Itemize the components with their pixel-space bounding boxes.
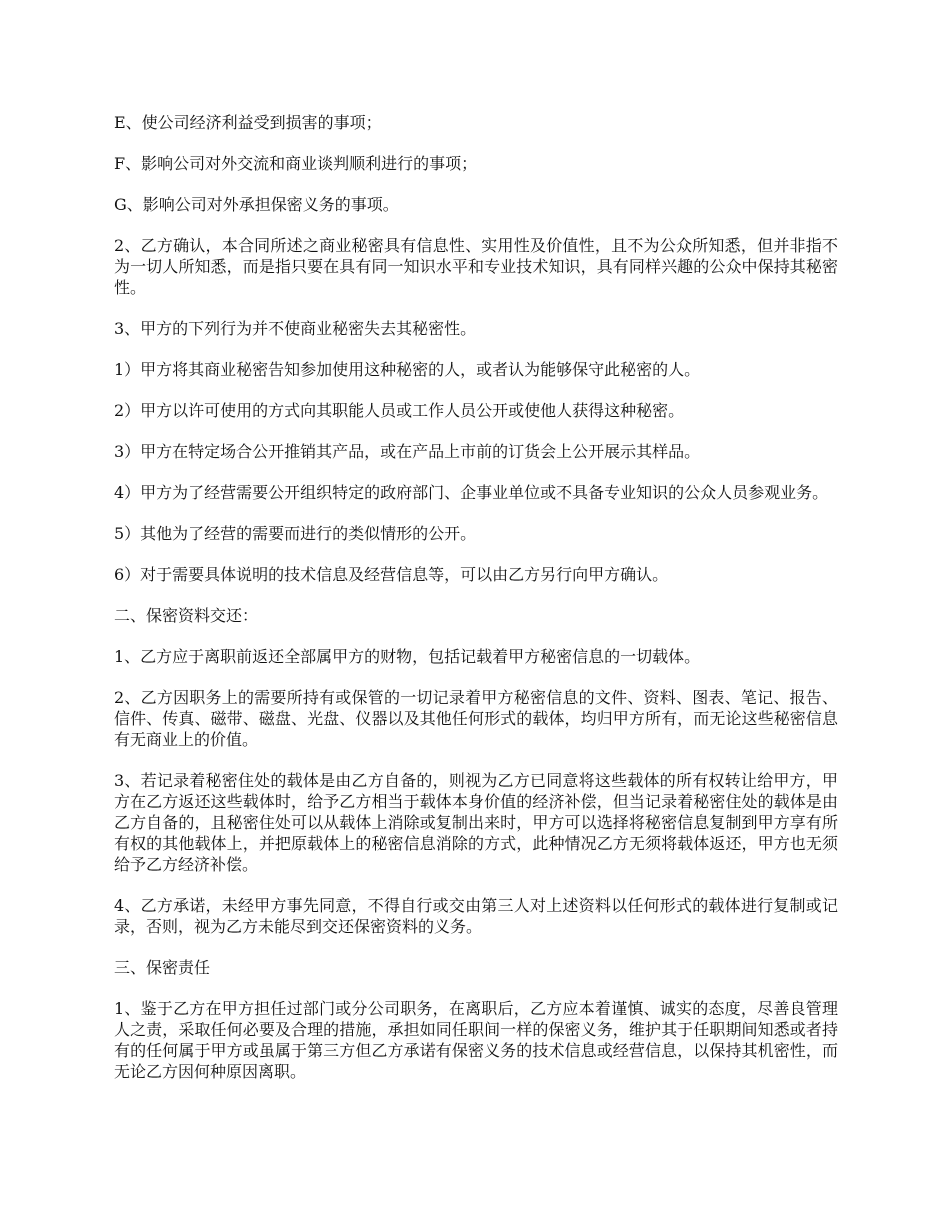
section-heading-responsibility: 三、保密责任 xyxy=(114,958,211,977)
section-heading-return: 二、保密资料交还： xyxy=(114,606,259,625)
paragraph-item-g: G、影响公司对外承担保密义务的事项。 xyxy=(114,195,399,214)
document-body xyxy=(114,112,838,1102)
paragraph-clause-2: 2、乙方确认，本合同所述之商业秘密具有信息性、实用性及价值性，且不为公众所知悉，但并非指不为一切人所知悉，而是指只要在具有同一知识水平和专业技术知识，具有同样兴趣的公众中保持其秘密性。 xyxy=(114,236,838,297)
paragraph-subitem-3: 3）甲方在特定场合公开推销其产品，或在产品上市前的订货会上公开展示其样品。 xyxy=(114,442,701,461)
paragraph-return-3: 3、若记录着秘密住处的载体是由乙方自备的，则视为乙方已同意将这些载体的所有权转让给甲方，甲方在乙方返还这些载体时，给予乙方相当于载体本身价值的经济补偿，但当记录着秘密住处的载体是由乙方自备的，且秘密住处可以从载体上消除或复制出来时，甲方可以选择将秘密信息复制到甲方享有所有权的其他载体上，并把原载体上的秘密信息消除的方式，此种情况乙方无须将载体返还，甲方也无须给予乙方经济补偿。 xyxy=(114,771,838,874)
paragraph-responsibility-1: 1、鉴于乙方在甲方担任过部门或分公司职务，在离职后，乙方应本着谨慎、诚实的态度，尽善良管理人之责，采取任何必要及合理的措施，承担如同任职间一样的保密义务，维护其于任职期间知悉或者持有的任何属于甲方或虽属于第三方但乙方承诺有保密义务的技术信息或经营信息，以保持其机密性，而无论乙方因何种原因离职。 xyxy=(114,999,838,1081)
paragraph-subitem-1: 1）甲方将其商业秘密告知参加使用这种秘密的人，或者认为能够保守此秘密的人。 xyxy=(114,360,701,379)
paragraph-item-f: F、影响公司对外交流和商业谈判顺利进行的事项； xyxy=(114,154,478,173)
paragraph-return-4: 4、乙方承诺，未经甲方事先同意，不得自行或交由第三人对上述资料以任何形式的载体进行复制或记录，否则，视为乙方未能尽到交还保密资料的义务。 xyxy=(114,896,838,936)
paragraph-item-e: E、使公司经济利益受到损害的事项； xyxy=(114,113,382,132)
paragraph-clause-3: 3、甲方的下列行为并不使商业秘密失去其秘密性。 xyxy=(114,319,477,338)
paragraph-return-2: 2、乙方因职务上的需要所持有或保管的一切记录着甲方秘密信息的文件、资料、图表、笔记、报告、信件、传真、磁带、磁盘、光盘、仪器以及其他任何形式的载体，均归甲方所有，而无论这些秘密信息有无商业上的价值。 xyxy=(114,688,838,749)
paragraph-subitem-6: 6）对于需要具体说明的技术信息及经营信息等，可以由乙方另行向甲方确认。 xyxy=(114,565,669,584)
paragraph-subitem-2: 2）甲方以许可使用的方式向其职能人员或工作人员公开或使他人获得这种秘密。 xyxy=(114,401,685,420)
paragraph-subitem-4: 4）甲方为了经营需要公开组织特定的政府部门、企事业单位或不具备专业知识的公众人员参观业务。 xyxy=(114,483,829,502)
paragraph-subitem-5: 5）其他为了经营的需要而进行的类似情形的公开。 xyxy=(114,524,477,543)
paragraph-return-1: 1、乙方应于离职前返还全部属甲方的财物，包括记载着甲方秘密信息的一切载体。 xyxy=(114,647,701,666)
